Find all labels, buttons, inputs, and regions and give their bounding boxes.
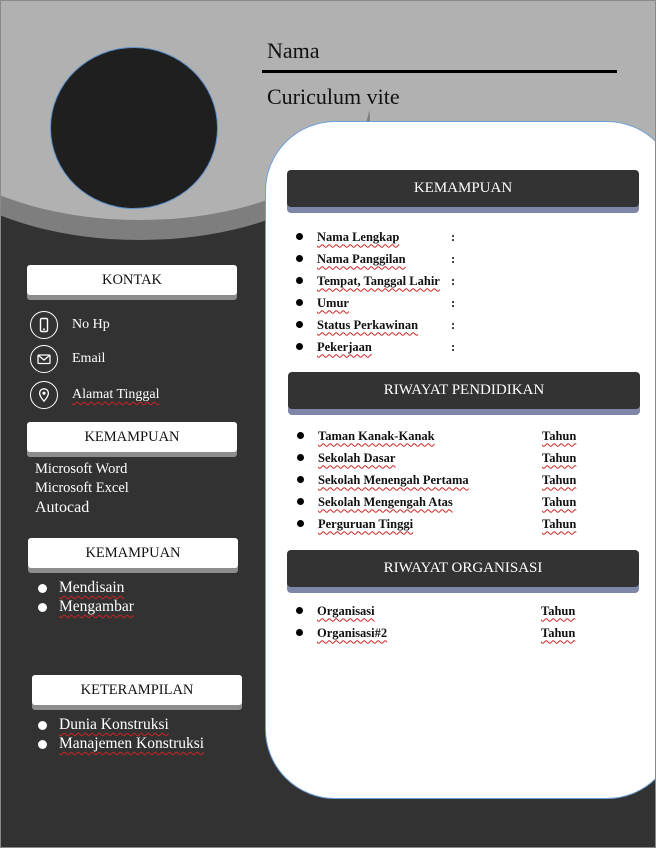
list-item: Pekerjaan : (296, 336, 636, 358)
cv-subtitle: Curiculum vite (267, 84, 400, 109)
name-divider (262, 70, 617, 73)
list-item: Taman Kanak-Kanak Tahun (297, 425, 637, 447)
list-item: Perguruan Tinggi Tahun (297, 513, 637, 535)
section-header-organisasi: RIWAYAT ORGANISASI (287, 550, 639, 587)
skill-item: Microsoft Word (35, 461, 128, 477)
list-item: Tempat, Tanggal Lahir : (296, 270, 636, 292)
bullet-icon (38, 721, 47, 730)
bullet-icon (296, 629, 303, 636)
personal-data-list (296, 226, 636, 358)
organization-list (296, 600, 636, 644)
bullet-icon (296, 233, 303, 240)
list-item: Status Perkawinan : (296, 314, 636, 336)
cv-name: Nama (267, 38, 320, 63)
contact-email (30, 345, 105, 373)
sidebar-header-keterampilan: KETERAMPILAN (32, 675, 242, 705)
contact-address-label: Alamat Tinggal (72, 387, 160, 402)
profile-photo (50, 47, 218, 209)
list-item: Sekolah Mengengah Atas Tahun (297, 491, 637, 513)
bullet-icon (38, 584, 47, 593)
sidebar-header-kemampuan-2: KEMAMPUAN (28, 538, 238, 568)
bullet-icon (38, 740, 47, 749)
skill-item: Microsoft Excel (35, 480, 129, 496)
education-list (297, 425, 637, 535)
bullet-icon (296, 343, 303, 350)
email-icon (30, 345, 58, 373)
section-header-kemampuan: KEMAMPUAN (287, 170, 639, 207)
contact-phone-label: No Hp (72, 317, 110, 332)
skill-item: Autocad (35, 499, 90, 516)
bullet-icon (297, 476, 304, 483)
list-item: Sekolah Menengah Pertama Tahun (297, 469, 637, 491)
sidebar-header-kontak: KONTAK (27, 265, 237, 295)
bullet-icon (297, 454, 304, 461)
list-item: Nama Lengkap : (296, 226, 636, 248)
bullet-icon (297, 498, 304, 505)
skill-item: Dunia Konstruksi (38, 716, 169, 734)
contact-email-label: Email (72, 351, 106, 366)
bullet-icon (296, 277, 303, 284)
ability-item: Mengambar (38, 598, 134, 616)
list-item: Organisasi Tahun (296, 600, 636, 622)
sidebar-header-kemampuan-1: KEMAMPUAN (27, 422, 237, 452)
contact-phone (30, 311, 110, 339)
bullet-icon (296, 299, 303, 306)
bullet-icon (297, 520, 304, 527)
section-header-pendidikan: RIWAYAT PENDIDIKAN (288, 372, 640, 409)
bullet-icon (38, 603, 47, 612)
contact-address (30, 381, 160, 409)
bullet-icon (296, 255, 303, 262)
bullet-icon (296, 607, 303, 614)
bullet-icon (296, 321, 303, 328)
bullet-icon (297, 432, 304, 439)
list-item: Sekolah Dasar Tahun (297, 447, 637, 469)
list-item: Organisasi#2 Tahun (296, 622, 636, 644)
list-item: Umur : (296, 292, 636, 314)
ability-item: Mendisain (38, 579, 124, 597)
skill-item: Manajemen Konstruksi (38, 735, 204, 753)
location-icon (30, 381, 58, 409)
list-item: Nama Panggilan : (296, 248, 636, 270)
phone-icon (30, 311, 58, 339)
